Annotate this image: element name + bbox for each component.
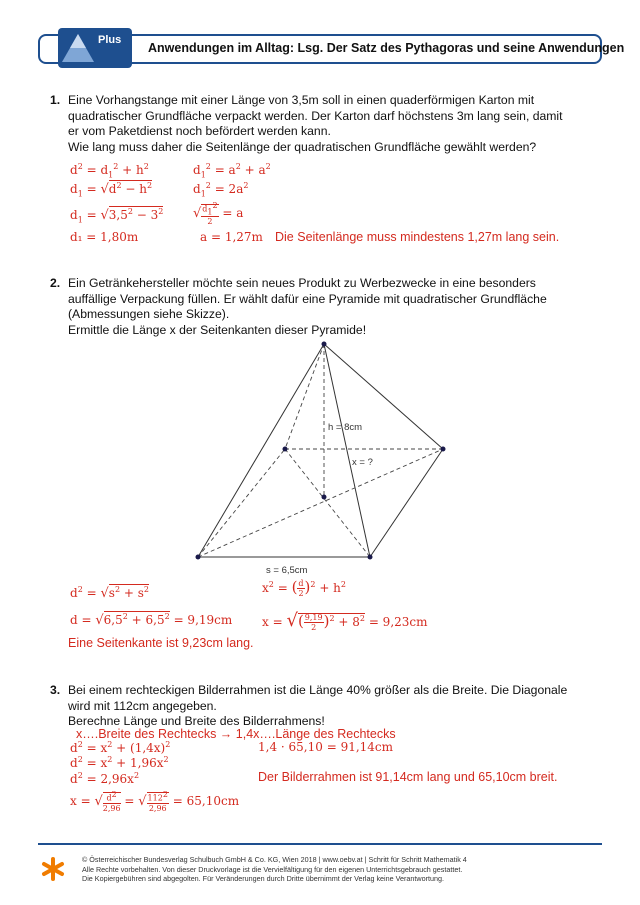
formula-1c: $d_1 = √3,5^2 - 3^2$ — [70, 207, 164, 225]
footer-line: © Österreichischer Bundesverlag Schulbuch GmbH & Co. KG, Wien 2018 | www.oebv.at | Schritt für Schritt Mathematik 4 — [82, 855, 467, 864]
result-a: a = 1,27m — [200, 230, 263, 244]
task-3-answer: Der Bilderrahmen ist 91,14cm lang und 65,10cm breit. — [258, 770, 558, 784]
formula-3a: $d^2 = x^2 + (1,4x)^2$ — [70, 740, 171, 755]
task-1-line: quadratischer Grundfläche verpackt werden. Der Karton darf höchstens 3m lang sein, damit — [68, 108, 563, 123]
base-center-point — [322, 495, 327, 500]
edge-hidden — [285, 344, 324, 449]
definition-line: x….Breite des Rechtecks → 1,4x….Länge des Rechtecks — [76, 727, 396, 741]
formula-1d: $d_1^2 = a^2 + a^2$ — [193, 162, 271, 180]
task-1-line: Wie lang muss daher die Seitenlänge der quadratischen Grundfläche gewählt werden? — [68, 139, 537, 154]
task-2-line: auffällige Verpackung füllen. Er wählt dafür eine Pyramide mit quadratischer Grundfläche — [68, 291, 547, 306]
footer-line: Die Kopiergebühren sind abgegolten. Für Veränderungen durch Dritte übernimmt der Verlag keine Verantwortung. — [82, 874, 444, 883]
edge-hidden — [198, 449, 285, 557]
result-x3: = 65,10cm — [172, 793, 240, 808]
footer-line: Alle Rechte vorbehalten. Von dieser Druckvorlage ist die Vervielfältigung für den eigenen Unterrichtsgebrauch gestattet. — [82, 864, 463, 874]
formula-3d: x = √ $\frac{d^2}{2,96}$ = √ $\frac{112^2}{2,96}$ = 65,10cm — [70, 790, 240, 813]
task-3-number: 3. — [50, 683, 61, 697]
result-x2: = 9,23cm — [368, 615, 428, 629]
vertex-point — [441, 447, 446, 452]
task-1-line: er vom Paketdienst noch befördert werden kann. — [68, 124, 331, 138]
task-1-line: Eine Vorhangstange mit einer Länge von 3,5m soll in einen quaderförmigen Karton mit — [68, 93, 535, 107]
task-1-answer: Die Seitenlänge muss mindestens 1,27m lang sein. — [275, 230, 560, 244]
formula-1f: √ $\frac{d_1^2}{2}$ = a — [193, 201, 244, 227]
oebv-logo-icon — [40, 856, 66, 882]
page-title: Anwendungen im Alltag: Lsg. Der Satz des Pythagoras und seine Anwendungen — [148, 41, 625, 55]
vertex-point — [283, 447, 288, 452]
badge-label: Plus — [98, 34, 122, 46]
calc-length: 1,4 · 65,10 = 91,14cm — [258, 740, 394, 754]
result-d1: d₁ = 1,80m — [70, 230, 139, 244]
formula-2a: $d^2 = √s^2 + s^2$ — [70, 585, 149, 601]
label-x: x = ? — [352, 457, 373, 468]
copyright-notice — [82, 855, 467, 884]
edge-solid — [324, 344, 443, 449]
task-3-text — [68, 683, 567, 730]
formula-3b: $d^2 = x^2 + 1,96x^2$ — [70, 755, 169, 770]
apex-point — [322, 342, 327, 347]
task-2-number: 2. — [50, 276, 61, 290]
label-h: h = 8cm — [328, 422, 363, 433]
edge-solid — [198, 344, 324, 557]
formula-1b: $d_1 = √d^2 - h^2$ — [70, 181, 153, 199]
result-d: = 9,19cm — [173, 613, 233, 627]
vertex-point — [368, 555, 373, 560]
task-3-line: Bei einem rechteckigen Bilderrahmen ist die Länge 40% größer als die Breite. Die Diagonale — [68, 683, 568, 697]
task-2-line: Ermittle die Länge x der Seitenkanten dieser Pyramide! — [68, 322, 367, 337]
edge-solid — [324, 344, 370, 557]
formula-2d: x = √( $\frac{9,19}{2}$ )$^2 + 8^2 = 9,23cm$ — [262, 610, 428, 632]
task-1-number: 1. — [50, 93, 61, 107]
formula-3c: $d^2 = 2,96x^2$ — [70, 771, 140, 786]
task-3-line: Berechne Länge und Breite des Bilderrahmens! — [68, 714, 325, 728]
task-2-line: Ein Getränkehersteller möchte sein neues Produkt zu Werbezwecke in eine besonders — [68, 276, 536, 290]
label-s: s = 6,5cm — [266, 565, 308, 576]
formula-2c: $x^2$ = ( $\frac{d}{2}$ )$^2 + h^2$ — [262, 578, 347, 598]
footer-divider — [38, 843, 602, 845]
formula-1a: $d^2 = d_1^2 + h^2$ — [70, 162, 149, 180]
task-2-line: (Abmessungen siehe Skizze). — [68, 307, 230, 321]
formula-2b: $d = √6,5^2 + 6,5^2 = 9,19cm$ — [70, 612, 233, 628]
vertex-point — [196, 555, 201, 560]
formula-1e: $d_1^2 = 2a^2$ — [193, 181, 249, 199]
task-2-answer: Eine Seitenkante ist 9,23cm lang. — [68, 636, 254, 650]
task-3-line: wird mit 112cm angegeben. — [68, 698, 217, 713]
